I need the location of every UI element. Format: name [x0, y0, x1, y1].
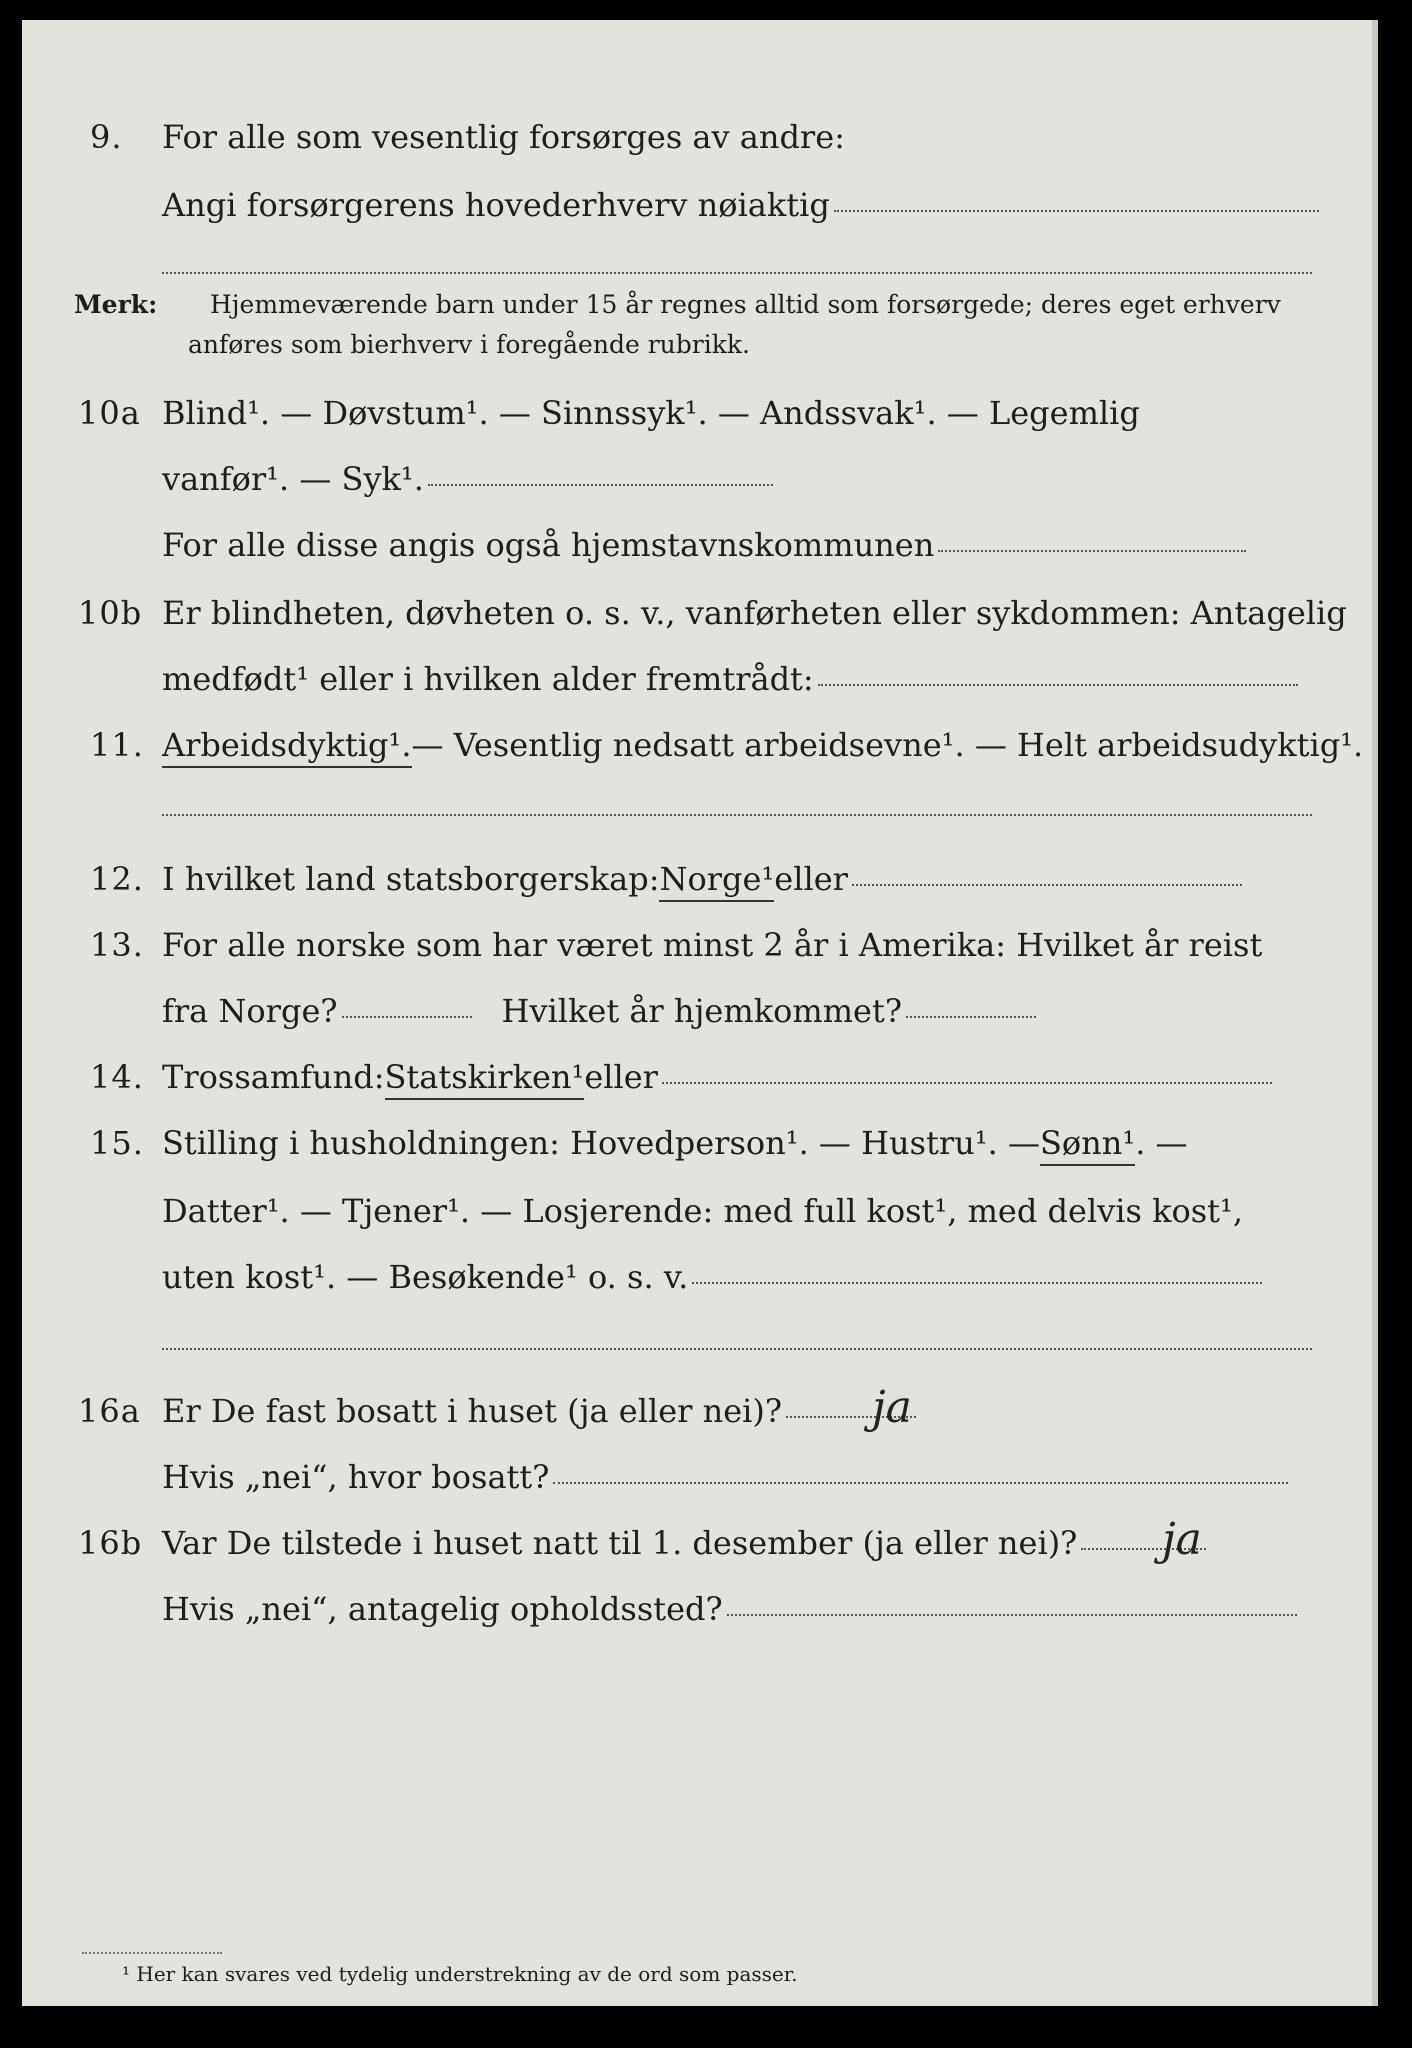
q15-options-b: . —	[1135, 1124, 1188, 1162]
q9-field[interactable]	[162, 186, 1319, 224]
q12-option-norge[interactable]: Norge¹	[659, 860, 774, 902]
q9-number: 9.	[90, 118, 123, 156]
q14-answer-line[interactable]	[662, 1082, 1272, 1084]
q13-hjemkommet-line[interactable]	[906, 1016, 1036, 1018]
q11-text	[162, 726, 1363, 768]
q16a-row	[22, 1382, 1378, 1442]
q11-row	[22, 716, 1378, 776]
q12-eller: eller	[774, 860, 848, 898]
q15-option-sonn[interactable]: Sønn¹	[1040, 1124, 1135, 1166]
q16a-label: Er De fast bosatt i huset (ja eller nei)?	[162, 1392, 783, 1430]
q14-option-statskirken[interactable]: Statskirken¹	[385, 1058, 585, 1100]
q16a-row2	[22, 1448, 1378, 1508]
q14-row	[22, 1048, 1378, 1108]
q12-field[interactable]	[162, 860, 1242, 902]
q15-extra-line[interactable]	[162, 1348, 1312, 1350]
q10b-label2: medfødt¹ eller i hvilken alder fremtrådt:	[162, 660, 814, 698]
q16a-field2[interactable]	[162, 1458, 1288, 1496]
q9-extra-line[interactable]	[162, 272, 1312, 274]
merk-line2: anføres som bierhverv i foregående rubrikk.	[188, 330, 750, 359]
q16b-handwritten-answer: ja	[1162, 1514, 1202, 1565]
q15-field3[interactable]	[162, 1258, 1262, 1296]
q11-number: 11.	[90, 726, 144, 764]
q10a-row3	[22, 516, 1378, 576]
q14-number: 14.	[90, 1058, 144, 1096]
q10a-label2: vanfør¹. — Syk¹.	[162, 460, 424, 498]
q10b-field[interactable]	[162, 660, 1298, 698]
q10a-number: 10a	[78, 394, 141, 432]
q16a-handwritten-answer: ja	[872, 1382, 912, 1433]
q10b-text: Er blindheten, døvheten o. s. v., vanførheten eller sykdommen: Antagelig	[162, 594, 1347, 632]
q16b-field2[interactable]	[162, 1590, 1297, 1628]
form-page	[22, 20, 1378, 2006]
q16a-field[interactable]	[162, 1392, 916, 1430]
footnote-rule	[82, 1952, 222, 1954]
q12-row	[22, 850, 1378, 910]
q10a-row2	[22, 450, 1378, 510]
q16a-bosatt-line[interactable]	[553, 1482, 1288, 1484]
q9-label2: Angi forsørgerens hovederhverv nøiaktig	[162, 186, 830, 224]
q11-option-arbeidsdyktig[interactable]: Arbeidsdyktig¹.	[162, 726, 412, 768]
q10b-answer-line[interactable]	[818, 684, 1298, 686]
q15-options-a[interactable]: Stilling i husholdningen: Hovedperson¹. — Hustru¹. —	[162, 1124, 1040, 1162]
q13-field[interactable]	[162, 992, 1036, 1030]
q13-number: 13.	[90, 926, 144, 964]
q9-row2	[22, 176, 1378, 236]
q16b-field[interactable]	[162, 1524, 1206, 1562]
q13-row2	[22, 982, 1378, 1042]
q10a-label3: For alle disse angis også hjemstavnskommunen	[162, 526, 935, 564]
q10b-row2	[22, 650, 1378, 710]
q14-eller: eller	[584, 1058, 658, 1096]
q10b-row	[22, 584, 1378, 644]
q12-number: 12.	[90, 860, 144, 898]
q11-other-options[interactable]: — Vesentlig nedsatt arbeidsevne¹. — Helt arbeidsudyktig¹.	[411, 726, 1364, 764]
q10a-kommune-line[interactable]	[938, 550, 1246, 552]
q15-number: 15.	[90, 1124, 144, 1162]
q13-reist-label: fra Norge?	[162, 992, 338, 1030]
q12-answer-line[interactable]	[852, 884, 1242, 886]
q15-row2	[22, 1182, 1378, 1242]
q16b-opholdssted-line[interactable]	[727, 1614, 1297, 1616]
q10a-row	[22, 384, 1378, 444]
q9-row	[22, 108, 1378, 168]
q9-answer-line[interactable]	[834, 210, 1319, 212]
q16b-number: 16b	[78, 1524, 143, 1562]
q14-field[interactable]	[162, 1058, 1272, 1100]
q16b-label2: Hvis „nei“, antagelig opholdssted?	[162, 1590, 723, 1628]
q16b-row	[22, 1514, 1378, 1574]
q15-label3: uten kost¹. — Besøkende¹ o. s. v.	[162, 1258, 689, 1296]
merk-note	[74, 290, 1334, 319]
q10b-number: 10b	[78, 594, 143, 632]
q13-text: For alle norske som har været minst 2 år i Amerika: Hvilket år reist	[162, 926, 1263, 964]
q16b-row2	[22, 1580, 1378, 1640]
q13-hjemkommet-label: Hvilket år hjemkommet?	[501, 992, 902, 1030]
merk-label: Merk:	[74, 290, 158, 319]
q13-reist-line[interactable]	[342, 1016, 472, 1018]
q10a-field3[interactable]	[162, 526, 1246, 564]
q14-label: Trossamfund:	[162, 1058, 385, 1096]
q16a-number: 16a	[78, 1392, 141, 1430]
q15-text2[interactable]: Datter¹. — Tjener¹. — Losjerende: med full kost¹, med delvis kost¹,	[162, 1192, 1244, 1230]
q11-extra-line[interactable]	[162, 814, 1312, 816]
q10a-text: Blind¹. — Døvstum¹. — Sinnssyk¹. — Andssvak¹. — Legemlig	[162, 394, 1140, 432]
q10a-field[interactable]	[162, 460, 773, 498]
q16a-label2: Hvis „nei“, hvor bosatt?	[162, 1458, 550, 1496]
q13-row	[22, 916, 1378, 976]
q12-label: I hvilket land statsborgerskap:	[162, 860, 660, 898]
q15-text	[162, 1124, 1188, 1166]
q15-row	[22, 1114, 1378, 1174]
merk-line1: Hjemmeværende barn under 15 år regnes alltid som forsørgede; deres eget erhverv	[210, 290, 1281, 319]
q10a-answer-line[interactable]	[428, 484, 773, 486]
q16b-label: Var De tilstede i huset natt til 1. desember (ja eller nei)?	[162, 1524, 1078, 1562]
q15-answer-line[interactable]	[692, 1282, 1262, 1284]
q9-text: For alle som vesentlig forsørges av andre:	[162, 118, 845, 156]
q15-row3	[22, 1248, 1378, 1308]
footnote: ¹ Her kan svares ved tydelig understrekning av de ord som passer.	[122, 1962, 798, 1986]
